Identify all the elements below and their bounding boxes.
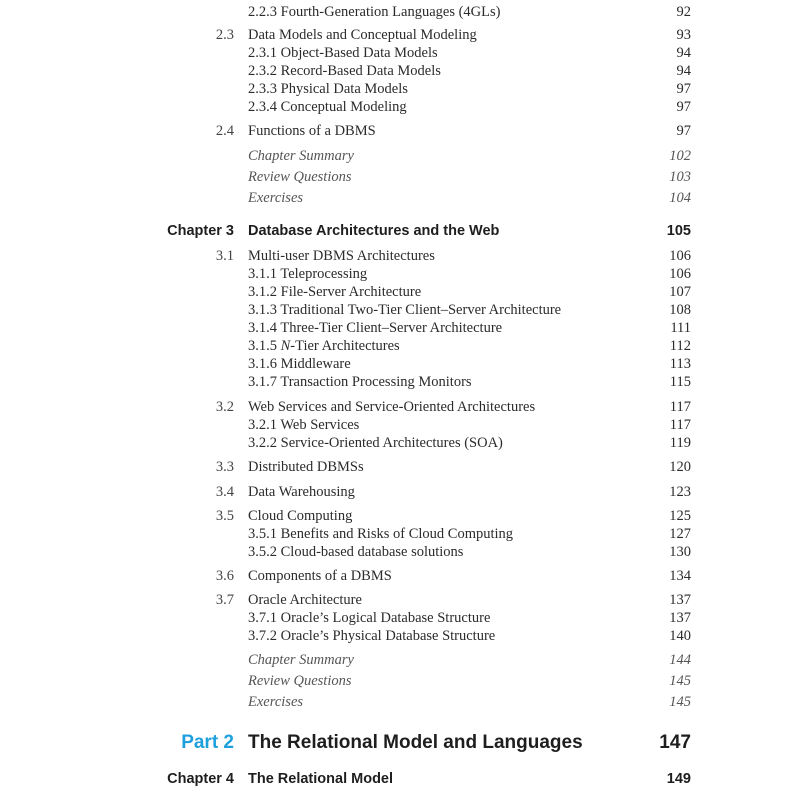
toc-entry-ch3-review <box>0 671 800 691</box>
entry-title-prefix: 3.1.5 <box>248 338 281 354</box>
toc-entry-3-2-1 <box>0 415 800 435</box>
entry-title: Distributed DBMSs <box>248 459 364 475</box>
entry-page: 102 <box>669 148 691 164</box>
section-number: 3.6 <box>215 568 234 584</box>
toc-chapter-3 <box>0 220 800 242</box>
entry-title: 3.2.2 Service-Oriented Architectures (SOA) <box>248 435 503 451</box>
entry-title: 3.1.2 File-Server Architecture <box>248 284 422 300</box>
chapter-label: Chapter 3 <box>167 223 234 239</box>
entry-page: 127 <box>669 526 691 542</box>
section-number: 2.3 <box>215 27 234 43</box>
toc-entry-3-7-2 <box>0 626 800 646</box>
entry-page: 140 <box>669 628 691 644</box>
toc-entry-2-3 <box>0 25 800 45</box>
entry-page: 97 <box>676 81 691 97</box>
entry-page: 130 <box>669 544 691 560</box>
entry-page: 123 <box>669 484 691 500</box>
entry-page: 137 <box>669 592 691 608</box>
entry-page: 117 <box>669 417 691 433</box>
entry-title: Cloud Computing <box>248 508 353 524</box>
entry-page: 94 <box>676 63 691 79</box>
entry-title: 3.1.7 Transaction Processing Monitors <box>248 374 472 390</box>
toc-entry-3-1 <box>0 246 800 266</box>
chapter-title: The Relational Model <box>248 771 394 787</box>
toc-entry-3-7-1 <box>0 608 800 628</box>
section-number: 3.7 <box>215 592 234 608</box>
toc-entry-3-1-2 <box>0 282 800 302</box>
part-title: The Relational Model and Languages <box>248 732 583 753</box>
entry-page: 97 <box>676 123 691 139</box>
entry-page: 134 <box>669 568 691 584</box>
entry-title: Web Services and Service-Oriented Architectures <box>248 399 536 415</box>
entry-title: Multi-user DBMS Architectures <box>248 248 435 264</box>
part-page: 147 <box>659 732 691 753</box>
entry-title: 2.3.1 Object-Based Data Models <box>248 45 438 61</box>
entry-page: 125 <box>669 508 691 524</box>
entry-page: 112 <box>669 338 691 354</box>
toc-entry-2-4 <box>0 121 800 141</box>
entry-title: 3.5.1 Benefits and Risks of Cloud Computing <box>248 526 514 542</box>
entry-page: 106 <box>669 248 691 264</box>
toc-entry-2-3-4 <box>0 97 800 117</box>
entry-page: 145 <box>669 673 691 689</box>
toc-entry-3-2-2 <box>0 433 800 453</box>
toc-entry-2-3-3 <box>0 79 800 99</box>
entry-page: 111 <box>670 320 691 336</box>
toc-entry-3-5-1 <box>0 524 800 544</box>
toc-entry-ch3-exercises <box>0 692 800 712</box>
entry-title-suffix: -Tier Architectures <box>290 338 400 354</box>
entry-page: 115 <box>669 374 691 390</box>
toc-entry-3-1-6 <box>0 354 800 374</box>
toc-entry-3-2 <box>0 397 800 417</box>
toc-entry-3-4 <box>0 482 800 502</box>
entry-page: 107 <box>669 284 691 300</box>
entry-page: 108 <box>669 302 691 318</box>
entry-page: 144 <box>669 652 691 668</box>
entry-title-italic: N <box>280 338 291 354</box>
entry-title: 3.1.4 Three-Tier Client–Server Architecture <box>248 320 503 336</box>
entry-page: 97 <box>676 99 691 115</box>
toc-entry-3-5-2 <box>0 542 800 562</box>
entry-title: Review Questions <box>248 673 352 689</box>
entry-page: 145 <box>669 694 691 710</box>
chapter-page: 105 <box>666 223 691 239</box>
toc-entry-3-1-4 <box>0 318 800 338</box>
toc-entry-3-5 <box>0 506 800 526</box>
toc-entry-ch2-review <box>0 167 800 187</box>
toc-entry-3-1-5 <box>0 336 800 356</box>
chapter-page: 149 <box>666 771 691 787</box>
entry-page: 106 <box>669 266 691 282</box>
entry-title: 3.2.1 Web Services <box>248 417 360 433</box>
entry-title: 3.1.6 Middleware <box>248 356 351 372</box>
section-number: 3.3 <box>215 459 234 475</box>
entry-title: 3.7.2 Oracle’s Physical Database Structure <box>248 628 496 644</box>
entry-page: 103 <box>669 169 691 185</box>
entry-title: 2.3.3 Physical Data Models <box>248 81 408 97</box>
toc-entry-2-3-1 <box>0 43 800 63</box>
entry-title: Review Questions <box>248 169 352 185</box>
part-label: Part 2 <box>181 732 234 753</box>
section-number: 3.1 <box>215 248 234 264</box>
entry-title: Data Models and Conceptual Modeling <box>248 27 477 43</box>
entry-title: 3.7.1 Oracle’s Logical Database Structure <box>248 610 491 626</box>
entry-page: 93 <box>676 27 691 43</box>
section-number: 2.4 <box>215 123 234 139</box>
toc-chapter-4 <box>0 768 800 790</box>
entry-title: Exercises <box>248 694 304 710</box>
entry-page: 113 <box>669 356 691 372</box>
entry-title: 2.3.4 Conceptual Modeling <box>248 99 407 115</box>
section-number: 3.5 <box>215 508 234 524</box>
toc-entry-3-1-3 <box>0 300 800 320</box>
chapter-title: Database Architectures and the Web <box>248 223 500 239</box>
entry-title: Components of a DBMS <box>248 568 392 584</box>
chapter-label: Chapter 4 <box>167 771 234 787</box>
entry-title: 3.1.1 Teleprocessing <box>248 266 368 282</box>
entry-title: 2.3.2 Record-Based Data Models <box>248 63 441 79</box>
entry-page: 119 <box>669 435 691 451</box>
section-number: 3.2 <box>215 399 234 415</box>
toc-entry-2-3-2 <box>0 61 800 81</box>
entry-page: 120 <box>669 459 691 475</box>
entry-title: Exercises <box>248 190 304 206</box>
entry-title: 2.2.3 Fourth-Generation Languages (4GLs) <box>248 4 501 20</box>
toc-part-2 <box>0 728 800 758</box>
entry-title: Functions of a DBMS <box>248 123 376 139</box>
entry-title: Data Warehousing <box>248 484 355 500</box>
toc-entry-3-6 <box>0 566 800 586</box>
entry-page: 94 <box>676 45 691 61</box>
entry-page: 92 <box>676 4 691 20</box>
entry-title: Oracle Architecture <box>248 592 362 608</box>
entry-title: Chapter Summary <box>248 148 354 164</box>
entry-title: Chapter Summary <box>248 652 354 668</box>
toc-entry-3-1-7 <box>0 372 800 392</box>
toc-entry-2-2-3 <box>0 2 800 22</box>
toc-entry-3-1-1 <box>0 264 800 284</box>
toc-entry-3-3 <box>0 457 800 477</box>
entry-page: 104 <box>669 190 691 206</box>
toc-entry-ch3-summary <box>0 650 800 670</box>
entry-page: 117 <box>669 399 691 415</box>
entry-title: 3.5.2 Cloud-based database solutions <box>248 544 464 560</box>
entry-page: 137 <box>669 610 691 626</box>
toc-entry-3-7 <box>0 590 800 610</box>
entry-title <box>248 336 400 356</box>
toc-entry-ch2-exercises <box>0 188 800 208</box>
toc-entry-ch2-summary <box>0 146 800 166</box>
section-number: 3.4 <box>215 484 234 500</box>
entry-title: 3.1.3 Traditional Two-Tier Client–Server Architecture <box>248 302 562 318</box>
